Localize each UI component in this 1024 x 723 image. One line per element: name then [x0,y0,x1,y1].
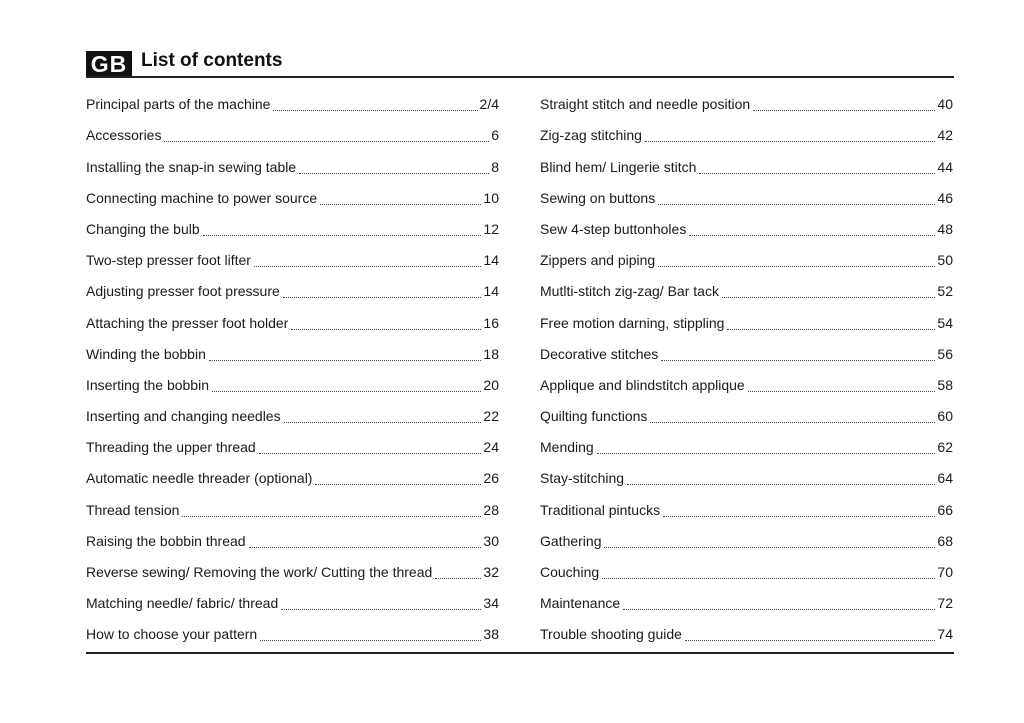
toc-entry-page-number: 58 [937,376,953,393]
toc-entry[interactable] [86,400,499,431]
dot-leader [597,453,936,454]
toc-entry-page-number: 2/4 [479,96,499,113]
toc-entry-label: How to choose your pattern [86,626,258,643]
toc-entry-label: Sew 4-step buttonholes [540,220,687,237]
language-badge: GB [86,51,132,76]
dot-leader [254,266,481,267]
toc-entry[interactable] [540,400,953,431]
toc-entry[interactable] [540,556,953,587]
toc-entry-page-number: 74 [937,626,953,643]
toc-entry[interactable] [86,556,499,587]
toc-entry-label: Connecting machine to power source [86,189,318,206]
toc-entry[interactable] [86,338,499,369]
toc-entry-label: Mutlti-stitch zig-zag/ Bar tack [540,283,719,300]
toc-entry[interactable] [540,369,953,400]
dot-leader [722,297,935,298]
toc-entry[interactable] [86,618,499,649]
toc-entry[interactable] [86,369,499,400]
dot-leader [203,235,482,236]
toc-entry-label: Blind hem/ Lingerie stitch [540,158,697,175]
toc-entry[interactable] [86,213,499,244]
toc-entry-label: Couching [540,564,600,580]
toc-entry-page-number: 32 [483,564,499,580]
dot-leader [602,578,935,579]
dot-leader [249,547,482,548]
toc-entry-page-number: 50 [937,252,953,269]
toc-entry[interactable] [540,462,953,493]
toc-entry-page-number: 10 [483,189,499,206]
toc-entry[interactable] [86,493,499,524]
dot-leader [164,141,489,142]
toc-entry-label: Straight stitch and needle position [540,96,751,113]
toc-entry[interactable] [86,587,499,618]
toc-entry-label: Trouble shooting guide [540,626,682,643]
toc-entry-label: Inserting the bobbin [86,376,209,393]
toc-entry-label: Winding the bobbin [86,345,206,362]
toc-entry-page-number: 56 [937,345,953,362]
toc-entry[interactable] [540,182,953,213]
toc-entry-page-number: 44 [937,158,953,175]
toc-entry[interactable] [86,462,499,493]
toc-entry[interactable] [540,88,953,119]
toc-entry-label: Zig-zag stitching [540,127,642,144]
dot-leader [699,173,935,174]
toc-left-column [86,88,499,649]
footer-divider [86,652,954,654]
dot-leader [661,360,935,361]
toc-entry-page-number: 52 [937,283,953,300]
toc-entry-page-number: 12 [483,220,499,237]
toc-entry-label: Matching needle/ fabric/ thread [86,595,279,612]
dot-leader [748,391,936,392]
toc-entry-page-number: 24 [483,439,499,456]
toc-entry-page-number: 14 [483,283,499,300]
toc-right-column [540,88,953,649]
toc-entry[interactable] [86,88,499,119]
dot-leader [435,578,481,579]
toc-entry-label: Mending [540,439,594,456]
dot-leader [182,516,481,517]
toc-entry[interactable] [540,431,953,462]
toc-entry[interactable] [86,431,499,462]
toc-entry-page-number: 64 [937,470,953,487]
dot-leader [281,609,481,610]
toc-entry-page-number: 48 [937,220,953,237]
toc-entry[interactable] [540,493,953,524]
toc-entry-page-number: 46 [937,189,953,206]
toc-entry-label: Decorative stitches [540,345,659,362]
toc-entry-page-number: 14 [483,252,499,269]
toc-entry-label: Changing the bulb [86,220,200,237]
toc-entry-page-number: 28 [483,501,499,518]
toc-entry-page-number: 26 [483,470,499,487]
toc-entry-label: Thread tension [86,501,180,518]
dot-leader [753,110,935,111]
toc-entry-label: Maintenance [540,595,621,612]
toc-entry-page-number: 72 [937,595,953,612]
toc-entry[interactable] [540,150,953,181]
dot-leader [284,422,482,423]
toc-entry-label: Gathering [540,532,602,549]
dot-leader [658,266,935,267]
toc-entry[interactable] [86,244,499,275]
toc-entry-page-number: 34 [483,595,499,612]
dot-leader [727,329,935,330]
toc-entry-page-number: 60 [937,408,953,425]
toc-entry-label: Quilting functions [540,408,648,425]
toc-entry[interactable] [540,618,953,649]
toc-entry[interactable] [540,525,953,556]
dot-leader [627,484,935,485]
dot-leader [291,329,481,330]
dot-leader [299,173,489,174]
dot-leader [273,110,477,111]
dot-leader [623,609,935,610]
toc-entry-page-number: 30 [483,532,499,549]
toc-entry-label: Raising the bobbin thread [86,532,246,549]
toc-entry-label: Two-step presser foot lifter [86,252,251,269]
toc-entry-page-number: 20 [483,376,499,393]
toc-entry[interactable] [540,306,953,337]
dot-leader [283,297,482,298]
toc-entry[interactable] [86,275,499,306]
toc-entry-label: Automatic needle threader (optional) [86,470,313,487]
toc-entry-label: Threading the upper thread [86,439,256,456]
toc-entry-page-number: 70 [937,564,953,580]
dot-leader [260,640,481,641]
toc-entry-page-number: 6 [491,127,499,144]
toc-entry-page-number: 16 [483,314,499,331]
toc-entry-label: Installing the snap-in sewing table [86,158,297,175]
toc-entry[interactable] [540,213,953,244]
toc-entry-label: Attaching the presser foot holder [86,314,289,331]
toc-entry[interactable] [540,244,953,275]
toc-entry-page-number: 40 [937,96,953,113]
toc-entry-label: Reverse sewing/ Removing the work/ Cutting the thread [86,564,433,580]
toc-entry-page-number: 66 [937,501,953,518]
toc-entry-label: Zippers and piping [540,252,656,269]
dot-leader [689,235,935,236]
toc-entry-page-number: 38 [483,626,499,643]
toc-entry-page-number: 62 [937,439,953,456]
dot-leader [650,422,935,423]
toc-entry[interactable] [86,182,499,213]
toc-entry[interactable] [86,150,499,181]
dot-leader [663,516,935,517]
page-header [86,50,954,78]
toc-entry-label: Traditional pintucks [540,501,661,518]
toc-entry-label: Free motion darning, stippling [540,314,725,331]
toc-entry-page-number: 68 [937,532,953,549]
toc-entry-label: Principal parts of the machine [86,96,271,113]
toc-entry[interactable] [86,306,499,337]
toc-entry[interactable] [86,119,499,150]
dot-leader [604,547,935,548]
dot-leader [685,640,936,641]
toc-entry[interactable] [540,338,953,369]
toc-entry-label: Applique and blindstitch applique [540,376,745,393]
toc-entry-page-number: 42 [937,127,953,144]
dot-leader [209,360,482,361]
page-title: List of contents [141,50,283,71]
toc-entry-label: Sewing on buttons [540,189,656,206]
toc-entry-label: Inserting and changing needles [86,408,281,425]
toc-entry[interactable] [540,275,953,306]
dot-leader [315,484,481,485]
dot-leader [645,141,935,142]
toc-entry[interactable] [86,525,499,556]
dot-leader [658,204,935,205]
toc-entry-page-number: 8 [491,158,499,175]
toc-entry-page-number: 22 [483,408,499,425]
dot-leader [320,204,481,205]
toc-entry-label: Stay-stitching [540,470,625,487]
dot-leader [212,391,481,392]
toc-entry-page-number: 54 [937,314,953,331]
toc-entry-label: Accessories [86,127,162,144]
toc-entry[interactable] [540,587,953,618]
dot-leader [259,453,482,454]
toc-entry-label: Adjusting presser foot pressure [86,283,280,300]
toc-entry-page-number: 18 [483,345,499,362]
toc-entry[interactable] [540,119,953,150]
